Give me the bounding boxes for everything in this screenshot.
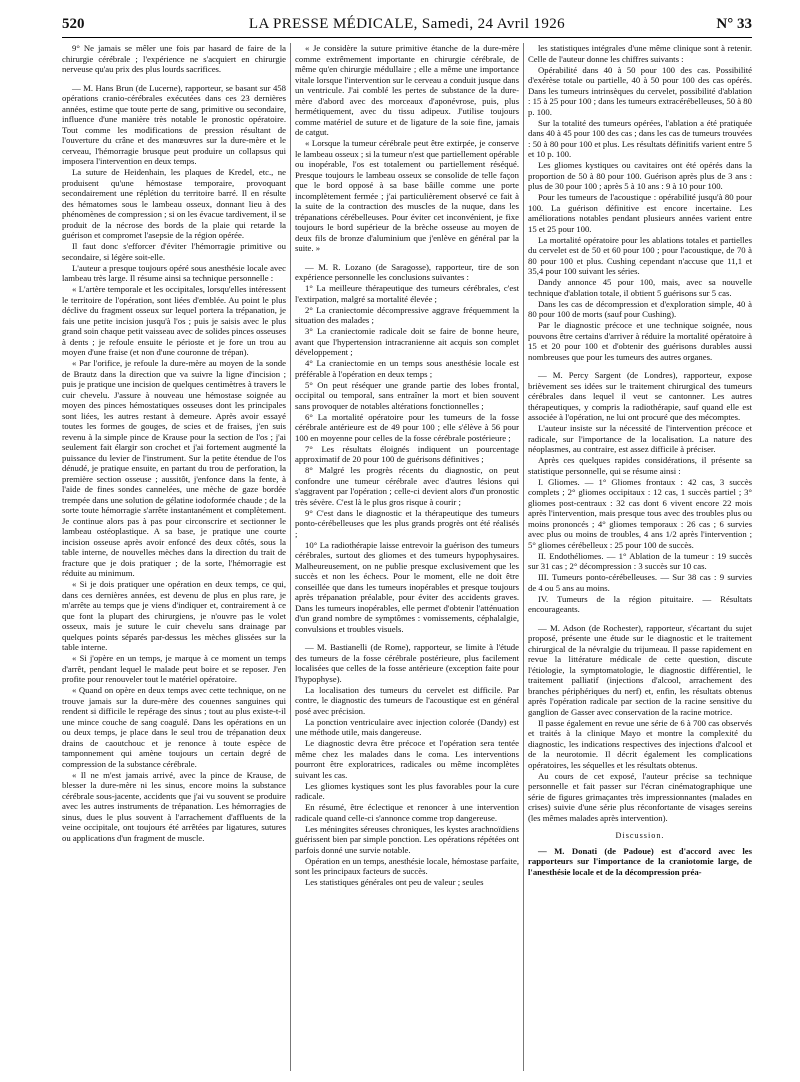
paragraph: Opérabilité dans 40 à 50 pour 100 des cas. Possibilité d'exérèse totale ou partielle, 40 à 50 pour 100 des cas opérés. Dans les tumeurs intrinsèques du cervelet, possibilité d'ablation : 15 à 25 pour 100 ; dans les tumeurs extracérébelleuses, 50 à 80 p. 100. <box>528 64 752 117</box>
header-rule <box>62 37 752 38</box>
paragraph: Il passe également en revue une série de 6 à 700 cas observés et traités à la clinique Mayo et montre la complexité du diagnostic, les indications respectives des injections d'alcool et de la neurotomie. Il décrit également les complications opératoires, les séquelles et les résultats obtenus. <box>528 717 752 770</box>
paragraph: — M. Donati (de Padoue) est d'accord avec les rapporteurs sur l'importance de la craniotomie large, de l'anesthésie locale et de la décompression préa- <box>528 845 752 877</box>
section-heading: Discussion. <box>615 831 665 840</box>
paragraph: — M. Adson (de Rochester), rapporteur, s'écartant du sujet proposé, présente une étude sur le diagnostic et le traitement chirurgical de la névralgie du trijumeau. Il passe rapidement en revue la littérature médicale de cette question, discute l'étiologie, la symptomatologie, le diagnostic différentiel, le traitement palliatif (injections d'alcool, arrachement des branches périphériques du nerf) et, enfin, les résultats obtenus après l'opération radicale par section de la racine sensitive du ganglion de Gasser avec conservation de la racine motrice. <box>528 622 752 717</box>
paragraph: — M. R. Lozano (de Saragosse), rapporteur, tire de son expérience personnelle les conclusions suivantes : <box>295 261 519 282</box>
paragraph: « Je considère la suture primitive étanche de la dure-mère comme extrêmement importante en chirurgie cérébrale, de même qu'en chirurgie médullaire ; elle a même une importance vitale lorsque l'intervention sur le cerveau a conduit jusque dans un ventricule. J'ai comblé les pertes de substance de la dure-mère d'abord avec des morceaux d'aponévrose, puis, plus hermétiquement, avec du tissu adipeux. J'utilise toujours comme matériel de suture et de ligature de la soie fine, jamais de catgut. <box>295 43 519 137</box>
column-2 <box>295 43 519 1073</box>
paragraph: Le diagnostic devra être précoce et l'opération sera tentée même chez les malades dans le coma. Les interventions pourront être exploratrices, radicales ou même incomplètes suivant les cas. <box>295 738 519 780</box>
paragraph: 9° C'est dans le diagnostic et la thérapeutique des tumeurs ponto-cérébelleuses que les plus grands progrès ont été réalisés ; <box>295 507 519 539</box>
paragraph: — M. Bastianelli (de Rome), rapporteur, se limite à l'étude des tumeurs de la fosse cérébrale postérieure, plus facilement localisées que celles de la fosse antérieure (exception faite pour l'hypophyse). <box>295 642 519 684</box>
paragraph: Au cours de cet exposé, l'auteur précise sa technique personnelle et fait passer sur l'écran cinématographique une série de figures grimaçantes très impressionnantes (malades en crises) suivie d'une série plus réconfortante de visages sereins (les mêmes malades après intervention). <box>528 770 752 823</box>
paragraph: « L'artère temporale et les occipitales, lorsqu'elles intéressent le territoire de l'opération, sont liées d'emblée. Au point le plus déclive du fragment osseux sur lequel portera la trépanation, je fais une petite incision jusqu'à l'os ; puis je saisis avec le plus grand soin chaque petit vaisseau avec de solides pinces osseuses à dents ; je refoule ensuite le périoste et je fore un trou au moyen d'une fraise (et non d'une couronne de trépan). <box>62 284 286 357</box>
issue-number: N° 33 <box>716 16 752 32</box>
paragraph: La ponction ventriculaire avec injection colorée (Dandy) est une méthode utile, mais dangereuse. <box>295 716 519 737</box>
paragraph: 9° Ne jamais se mêler une fois par hasard de faire de la chirurgie cérébrale ; l'expérience ne s'acquiert en chirurgie nerveuse qu'au prix des plus lourds sacrifices. <box>62 43 286 74</box>
paragraph: 1° La meilleure thérapeutique des tumeurs cérébrales, c'est l'extirpation, malgré sa mortalité élevée ; <box>295 283 519 304</box>
paragraph: 10° La radiothérapie laisse entrevoir la guérison des tumeurs cérébrales, surtout des gliomes et des tumeurs hypophysaires. Malheureusement, on ne publie presque exclusivement que les succès et non les échecs. Pour le moment, elle ne doit être conseillée que dans les tumeurs inopérables et presque toujours après trépanation préalable, pour éviter des accidents graves. Dans les tumeurs inopérables, elle permet d'obtenir l'atténuation d'un grand nombre de symptômes : vomissements, céphalalgie, convulsions et troubles visuels. <box>295 539 519 634</box>
paragraph: 2° La craniectomie décompressive aggrave fréquemment la situation des malades ; <box>295 304 519 325</box>
paragraph: Par le diagnostic précoce et une technique soignée, nous pouvons être certains d'arriver à réduire la mortalité opératoire à 15 et 20 pour 100 et d'obtenir des guérisons durables aussi nombreuses que pour les tumeurs des autres organes. <box>528 320 752 362</box>
paragraph: Il faut donc s'efforcer d'éviter l'hémorragie primitive ou secondaire, si légère soit-elle. <box>62 241 286 262</box>
paragraph: L'auteur a presque toujours opéré sous anesthésie locale avec lambeau très large. Il résume ainsi sa technique personnelle : <box>62 262 286 283</box>
paragraph: Dandy annonce 45 pour 100, mais, avec sa nouvelle technique d'ablation totale, il obtient 5 guérisons sur 5 cas. <box>528 277 752 298</box>
paragraph: « Lorsque la tumeur cérébrale peut être extirpée, je conserve le lambeau osseux ; si la tumeur n'est que partiellement opérable ou inopérable, l'os est totalement ou partiellement réséqué. Presque toujours le lambeau osseux se consolide de telle façon que le bord opposé à sa base bâille comme une porte incomplètement fermée ; j'ai particulièrement observé ce fait à la suite de la contraction des muscles de la nuque, dans les trépanations cérébelleuses. Pour éviter cet inconvénient, je fixe toujours le bord supérieur de la brèche osseuse au moyen de deux fils de bronze d'aluminium que j'enlève en général par la suite. » <box>295 138 519 253</box>
page-number: 520 <box>62 16 85 32</box>
paragraph: « Par l'orifice, je refoule la dure-mère au moyen de la sonde de Brautz dans la direction que va suivre la ligne d'incision ; puis je pratique une incision de quelques centimètres à travers le cuir chevelu. J'assure à nouveau une hémostase soignée au moyen des pinces hémostatiques osseuses dont les principales sont liées, les autres restant à demeure. Après avoir essayé toutes les formes de gouges, de scies et de fraises, j'en suis revenu à la simple pince de Krause pour la section de l'os ; j'ai seulement fait élargir son crochet et j'ai fortement augmenté la puissance du levier de l'instrument. Sur la petite étendue de l'os dénudé, je pratique ensuite, en partant du trou de perforation, la première section osseuse ; aussitôt, j'enfonce dans la fente, à l'aide de fines sondes cannelées, une mèche de gaze bordée trempée dans une solution de gélatine iodoformée chaude ; de la sorte toute hémorragie s'arrête instantanément et complètement. Je continue alors pas à pas pour circonscrire et sectionner le lambeau ostéoplastique. A sa base, je pratique une courte incision osseuse après avoir enfoncé des deux côtés, sous la table interne, de nouvelles mèches dans la direction du trait de fracture que je dois pratiquer ; de la sorte, l'hémorragie est réduite au minimum. <box>62 358 286 578</box>
column-divider <box>523 43 524 1071</box>
paragraph: Pour les tumeurs de l'acoustique : opérabilité jusqu'à 80 pour 100. La guérison définitive est encore incertaine. Les améliorations notables pendant plusieurs années varient entre 15 et 25 pour 100. <box>528 192 752 234</box>
paragraph: L'auteur insiste sur la nécessité de l'intervention précoce et radicale, sur l'importance de la localisation. La nature des néoplasmes, au contraire, est assez difficile à préciser. <box>528 423 752 454</box>
column-divider <box>290 43 291 1071</box>
paragraph: Après ces quelques rapides considérations, il présente sa statistique personnelle, qui se résume ainsi : <box>528 455 752 476</box>
paragraph: 7° Les résultats éloignés indiquent un pourcentage approximatif de 20 pour 100 de guérisons définitives ; <box>295 443 519 464</box>
paragraph: Les méningites séreuses chroniques, les kystes arachnoïdiens guérissent bien par simple ponction. Les opérations répétées ont parfois donné une survie notable. <box>295 823 519 855</box>
paragraph: « Si j'opère en un temps, je marque à ce moment un temps d'arrêt, pendant lequel le malade peut boire et se reposer. J'en profite pour renouveler tout le matériel opératoire. <box>62 653 286 684</box>
column-1 <box>62 43 286 1073</box>
paragraph: II. Endothéliomes. — 1° Ablation de la tumeur : 19 succès sur 31 cas ; 2° décompression : 3 succès sur 10 cas. <box>528 550 752 571</box>
paragraph: « Si je dois pratiquer une opération en deux temps, ce qui, dans ces dernières années, est devenu de plus en plus rare, je m'arrête au temps que je viens d'indiquer et, contrairement à ce que font la plupart des chirurgiens, je n'ouvre pas le volet osseux, mais je suture le cuir chevelu sans drainage par quelques points séparés par-dessus les mèches glissées sur la table interne. <box>62 579 286 652</box>
paragraph: « Quand on opère en deux temps avec cette technique, on ne trouve jamais sur la dure-mère des couennes sanguines qui rendent si difficile le repérage des sinus ; tout au plus existe-t-il une mince couche de sang coagulé. Dans les opérations en un ou deux temps, je place dans le seul trou de trépanation deux drains de caoutchouc et je renonce à toute espèce de tamponnement qui amène toujours un certain degré de compression de la substance cérébrale. <box>62 685 286 769</box>
paragraph: La localisation des tumeurs du cervelet est difficile. Par contre, le diagnostic des tumeurs de l'acoustique est en général posé avec précision. <box>295 684 519 716</box>
paragraph: Dans les cas de décompression et d'exploration simple, 40 à 80 pour 100 de morts (sauf pour Cushing). <box>528 298 752 319</box>
paragraph: 4° La craniectomie en un temps sous anesthésie locale est préférable à l'opération en deux temps ; <box>295 358 519 379</box>
paragraph: — M. Hans Brun (de Lucerne), rapporteur, se basant sur 458 opérations cranio-cérébrales exécutées dans ces 23 dernières années, estime que toute perte de sang, primitive ou secondaire, influence d'une manière très notable le pronostic opératoire. Tout comme les modifications de pression résultant de l'ouverture du crâne et des manœuvres sur la dure-mère et le cerveau, l'hémorragie brusque peut produire un collapsus qui imposera l'intervention en deux temps. <box>62 82 286 166</box>
paragraph: 3° La craniectomie radicale doit se faire de bonne heure, avant que l'hypertension intracranienne ait acquis son complet développement ; <box>295 326 519 357</box>
paragraph: La suture de Heidenhain, les plaques de Kredel, etc., ne produisent qu'une hémostase temporaire, provoquant secondairement une réplétion du territoire barré. Il en résulte des hématomes sous le lambeau osseux, donnant lieu à des phénomènes de compression ; si on les évacue tardivement, il se produit de la nécrose des bords de la plaie qui retarde la guérison et compromet l'asepsie de la région opérée. <box>62 167 286 240</box>
journal-title: LA PRESSE MÉDICALE, Samedi, 24 Avril 1926 <box>248 16 566 32</box>
column-3 <box>528 43 752 1073</box>
paragraph: « Il ne m'est jamais arrivé, avec la pince de Krause, de blesser la dure-mère ni les sinus, encore moins la substance cérébrale sous-jacente, accidents que j'ai vu souvent se produire avec les autres instruments de trépanation. Les hémorragies de sinus, dues le plus souvent à l'arrachement d'affluents de la veine occipitale, ont toujours été arrêtées par ligatures, sutures ou applications d'un fragment de muscle. <box>62 769 286 843</box>
paragraph: Les gliomes kystiques sont les plus favorables pour la cure radicale. <box>295 780 519 801</box>
paragraph: I. Gliomes. — 1° Gliomes frontaux : 42 cas, 3 succès complets ; 2° gliomes occipitaux : 12 cas, 1 succès partiel ; 3° gliomes post-centraux : 32 cas dont 6 vivent encore 22 mois après l'intervention, mais presque tous avec des troubles plus ou moins prononcés ; 4° gliomes temporaux : 26 cas ; 6 survies avec plus ou moins de troubles, 4 ans 1/2 après l'intervention ; 5° gliomes cérébelleux : 25 pour 100 de succès. <box>528 476 752 550</box>
page-header <box>62 14 752 36</box>
paragraph: Les statistiques générales ont peu de valeur ; seules <box>305 877 484 887</box>
paragraph: 8° Malgré les progrès récents du diagnostic, on peut confondre une tumeur cérébrale avec d'autres lésions qui s'aggravent par l'opération ; celle-ci devient alors d'un pronostic très sévère. C'est là le plus gros risque à courir ; <box>295 465 519 507</box>
paragraph: Opération en un temps, anesthésie locale, hémostase parfaite, sont les principaux facteurs de succès. <box>295 855 519 876</box>
paragraph: 6° La mortalité opératoire pour les tumeurs de la fosse cérébrale antérieure est de 49 pour 100 ; elle s'élève à 56 pour 100 en moyenne pour celles de la fosse cérébrale postérieure ; <box>295 411 519 443</box>
paragraph: les statistiques intégrales d'une même clinique sont à retenir. Celle de l'auteur donne les chiffres suivants : <box>528 43 752 64</box>
paragraph: 5° On peut réséquer une grande partie des lobes frontal, occipital ou temporal, sans entraîner la mort et bien souvent sans provoquer de notables altérations fonctionnelles ; <box>295 379 519 411</box>
paragraph: Sur la totalité des tumeurs opérées, l'ablation a été pratiquée dans 40 à 45 pour 100 des cas ; dans les cas de tumeurs trouvées : 50 à 80 pour 100 et plus. Les résultats définitifs varient entre 5 et 10 p. 100. <box>528 117 752 159</box>
paragraph: La mortalité opératoire pour les ablations totales et partielles du cervelet est de 50 et 60 pour 100 ; pour l'acoustique, de 70 à 80 pour 100 et plus. Cushing cependant n'accuse que 11,1 et 35,4 pour 100 suivant les séries. <box>528 234 752 276</box>
paragraph: IV. Tumeurs de la région pituitaire. — Résultats encourageants. <box>528 593 752 614</box>
paragraph: Les gliomes kystiques ou cavitaires ont été opérés dans la proportion de 50 à 80 pour 100. Guérison après plus de 3 ans : plus de 30 pour 100 ; après 5 à 10 ans : 9 à 10 pour 100. <box>528 160 752 191</box>
paragraph: En résumé, être éclectique et renoncer à une intervention radicale quand celle-ci s'annonce comme trop dangereuse. <box>295 802 519 823</box>
paragraph: — M. Percy Sargent (de Londres), rapporteur, expose brièvement ses idées sur le traitement chirurgical des tumeurs cérébrales dans lequel il veut se cantonner. Les autres thérapeutiques, y compris la radiothérapie, sauf quand elle est associée à l'opération, ne lui ont procuré que des mécomptes. <box>528 370 752 422</box>
paragraph: III. Tumeurs ponto-cérébelleuses. — Sur 38 cas : 9 survies de 4 ou 5 ans au moins. <box>528 572 752 593</box>
